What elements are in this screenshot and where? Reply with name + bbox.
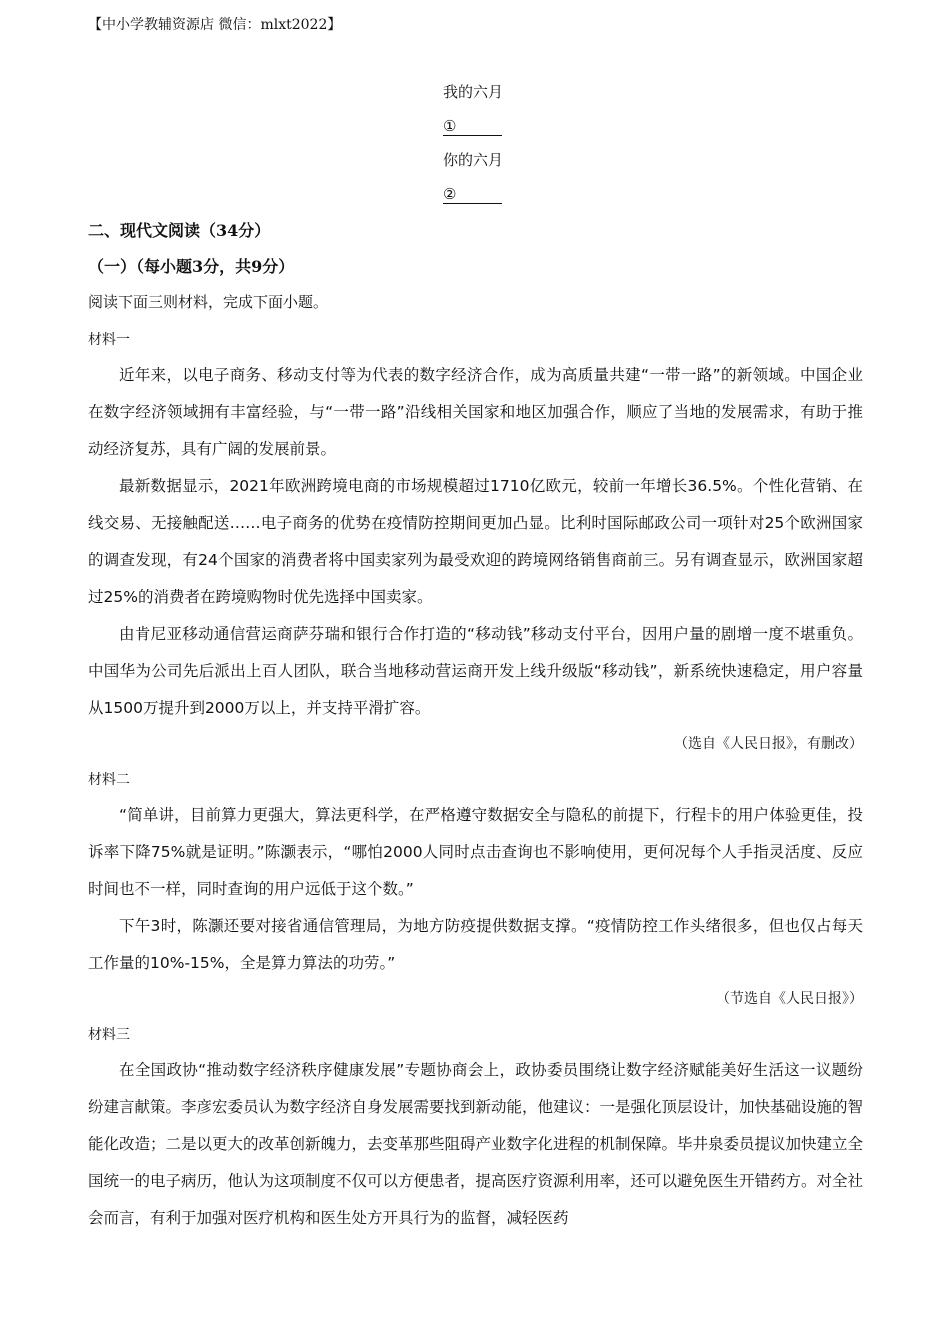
material-1-source: （选自《人民日报》，有删改） xyxy=(674,736,863,752)
reading-section xyxy=(88,215,863,1237)
material-2-label: 材料二 xyxy=(88,772,130,788)
poem-line-my-june: 我的六月 xyxy=(443,83,504,101)
material-3-label: 材料三 xyxy=(88,1027,130,1043)
material-3-paragraph-1: 在全国政协“推动数字经济秩序健康发展”专题协商会上，政协委员围绕让数字经济赋能美好生活这一议题纷纷建言献策。李彦宏委员认为数字经济自身发展需要找到新动能，他建议：一是强化顶层设计，加快基础设施的智能化改造；二是以更大的改革创新魄力，去变革那些阻碍产业数字化进程的机制保障。毕井泉委员提议加快建立全国统一的电子病历，他认为这项制度不仅可以方便患者，提高医疗资源利用率，还可以避免医生开错药方。对全社会而言，有利于加强对医疗机构和医生处方开具行为的监督，减轻医药 xyxy=(88,1061,864,1227)
poem-block xyxy=(443,80,643,216)
poem-blank-2 xyxy=(443,182,643,216)
page-header: 【中小学教辅资源店 微信：mlxt2022】 xyxy=(88,17,342,33)
material-2-paragraph-1: “简单讲，目前算力更强大，算法更科学，在严格遵守数据安全与隐私的前提下，行程卡的用户体验更佳，投诉率下降75%就是证明。”陈灏表示，“哪怕2000人同时点击查询也不影响使用，更何况每个人手指灵活度、反应时间也不一样，同时查询的用户远低于这个数。” xyxy=(88,806,863,898)
material-1-label: 材料一 xyxy=(88,332,130,348)
material-1-paragraph-1: 近年来，以电子商务、移动支付等为代表的数字经济合作，成为高质量共建“一带一路”的新领域。中国企业在数字经济领域拥有丰富经验，与“一带一路”沿线相关国家和地区加强合作，顺应了当地的发展需求，有助于推动经济复苏，具有广阔的发展前景。 xyxy=(88,366,863,458)
material-2-source: （节选自《人民日报》） xyxy=(716,991,863,1007)
instruction: 阅读下面三则材料，完成下面小题。 xyxy=(88,293,329,311)
section-title: 二、现代文阅读（34分） xyxy=(88,221,271,240)
material-1-paragraph-2: 最新数据显示，2021年欧洲跨境电商的市场规模超过1710亿欧元，较前一年增长36.5%。个性化营销、在线交易、无接触配送……电子商务的优势在疫情防控期间更加凸显。比利时国际邮政公司一项针对25个欧洲国家的调查发现，有24个国家的消费者将中国卖家列为最受欢迎的跨境网络销售商前三。另有调查显示，欧洲国家超过25%的消费者在跨境购物时优先选择中国卖家。 xyxy=(88,477,863,606)
poem-blank-1 xyxy=(443,114,643,148)
poem-line-your-june: 你的六月 xyxy=(443,151,504,169)
blank-1-marker: ① xyxy=(443,117,502,136)
material-2-paragraph-2: 下午3时，陈灏还要对接省通信管理局，为地方防疫提供数据支撑。“疫情防控工作头绪很多，但也仅占每天工作量的10%-15%，全是算力算法的功劳。” xyxy=(88,917,863,972)
subsection-title: （一）（每小题3分，共9分） xyxy=(88,257,295,276)
material-1-paragraph-3: 由肯尼亚移动通信营运商萨芬瑞和银行合作打造的“移动钱”移动支付平台，因用户量的剧增一度不堪重负。中国华为公司先后派出上百人团队，联合当地移动营运商开发上线升级版“移动钱”，新系统快速稳定，用户容量从1500万提升到2000万以上，并支持平滑扩容。 xyxy=(88,625,863,717)
blank-2-marker: ② xyxy=(443,185,502,204)
